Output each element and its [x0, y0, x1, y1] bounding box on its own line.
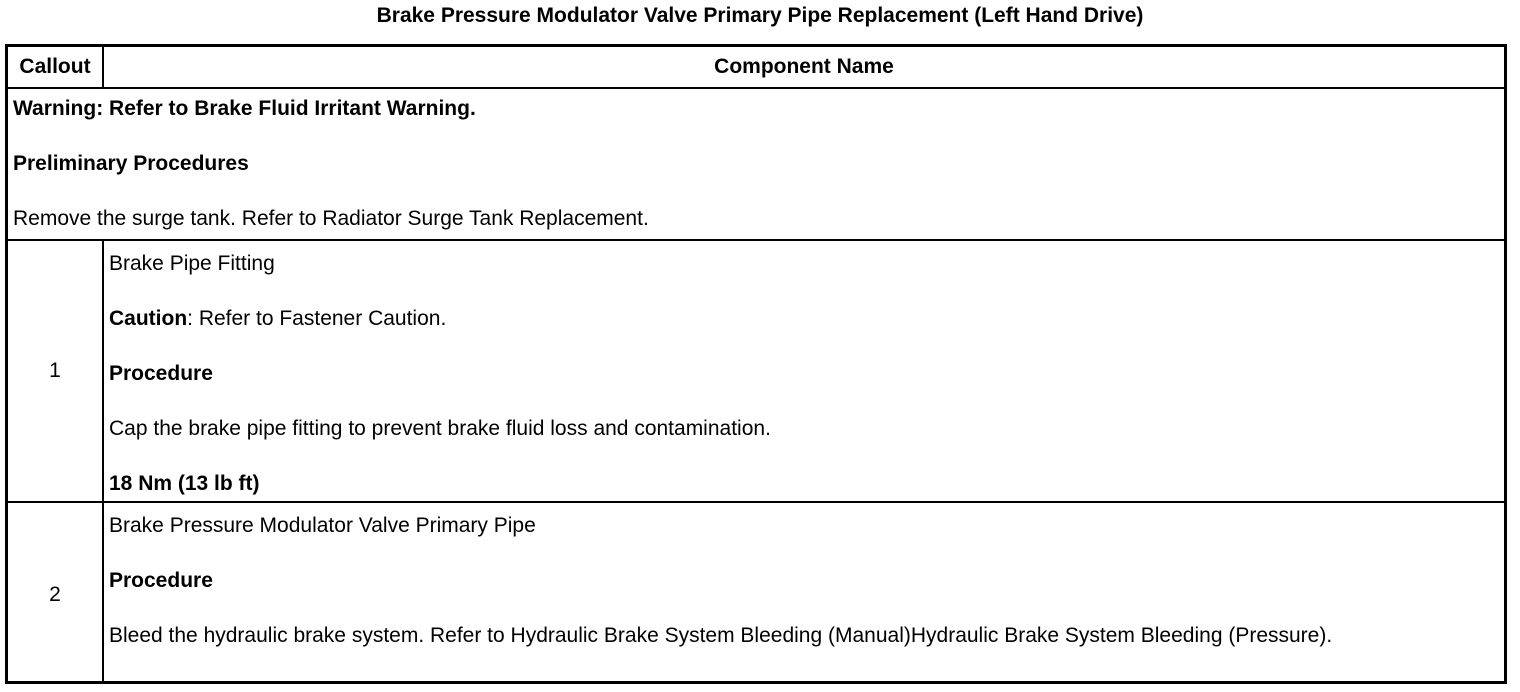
procedure-text: Cap the brake pipe fitting to prevent brake fluid loss and contamination. [109, 417, 771, 440]
caution-label: Caution [109, 307, 188, 330]
column-header-component-name: Component Name [714, 55, 894, 78]
procedure-heading: Procedure [109, 569, 213, 592]
page-title: Brake Pressure Modulator Valve Primary Pipe Replacement (Left Hand Drive) [376, 4, 1144, 27]
warning-text: Warning: Refer to Brake Fluid Irritant Warning. [13, 97, 476, 120]
preliminary-section [13, 89, 1496, 239]
procedure-table [5, 44, 1507, 684]
component-name: Brake Pressure Modulator Valve Primary Pipe [109, 514, 536, 537]
preliminary-heading: Preliminary Procedures [13, 152, 249, 175]
callout-column-divider [102, 239, 104, 684]
table-row [109, 241, 1496, 501]
caution-line [109, 296, 1496, 351]
table-row [109, 503, 1496, 684]
callout-number: 2 [49, 583, 61, 606]
procedure-text: Bleed the hydraulic brake system. Refer to Hydraulic Brake System Bleeding (Manual)Hydraulic Brake System Bleeding (Pressure). [109, 624, 1333, 647]
preliminary-step: Remove the surge tank. Refer to Radiator Surge Tank Replacement. [13, 207, 649, 230]
torque-spec: 18 Nm (13 lb ft) [109, 472, 260, 495]
caution-text: : Refer to Fastener Caution. [187, 307, 447, 330]
column-header-callout: Callout [19, 55, 91, 78]
callout-number: 1 [49, 359, 61, 382]
procedure-heading: Procedure [109, 362, 213, 385]
component-name: Brake Pipe Fitting [109, 252, 275, 275]
